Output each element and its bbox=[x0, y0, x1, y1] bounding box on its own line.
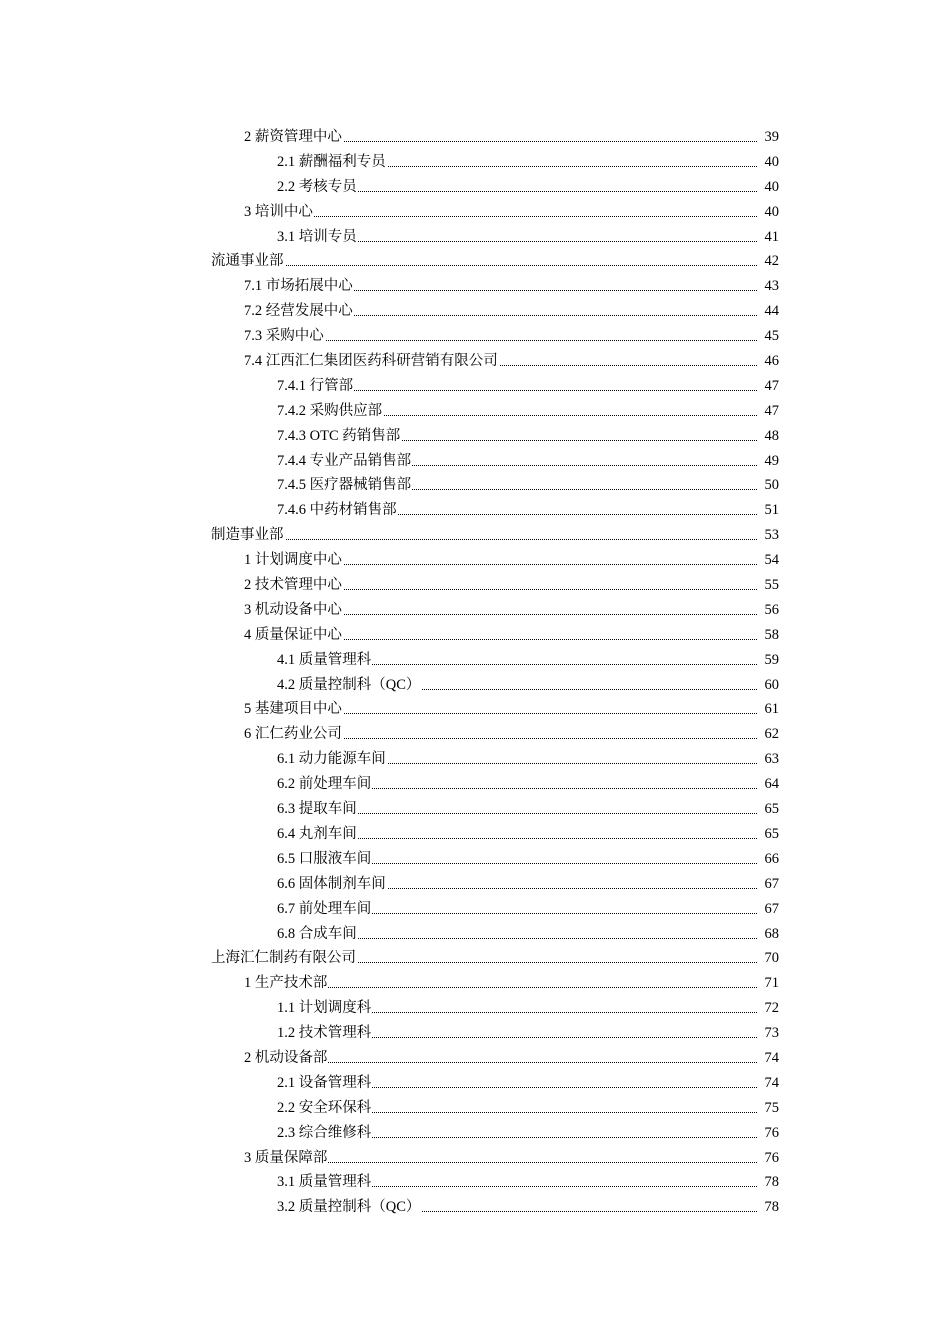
toc-entry-title: 1 生产技术部 bbox=[244, 971, 328, 996]
toc-entry-page-number: 66 bbox=[757, 847, 779, 872]
toc-entry[interactable] bbox=[0, 449, 950, 474]
toc-entry-title: 3 培训中心 bbox=[244, 200, 314, 225]
toc-entry-page-number: 51 bbox=[757, 498, 779, 523]
toc-entry-title: 2 机动设备部 bbox=[244, 1046, 328, 1071]
toc-entry-page-number: 40 bbox=[757, 175, 779, 200]
toc-entry-title: 1 计划调度中心 bbox=[244, 548, 343, 573]
toc-entry-page-number: 61 bbox=[757, 697, 779, 722]
toc-entry-page-number: 45 bbox=[757, 324, 779, 349]
toc-entry[interactable] bbox=[0, 324, 950, 349]
toc-entry-title: 7.1 市场拓展中心 bbox=[244, 274, 354, 299]
toc-entry[interactable] bbox=[0, 922, 950, 947]
toc-entry-page-number: 68 bbox=[757, 922, 779, 947]
toc-entry-page-number: 74 bbox=[757, 1046, 779, 1071]
toc-entry-page-number: 62 bbox=[757, 722, 779, 747]
toc-entry-title: 1.2 技术管理科 bbox=[277, 1021, 372, 1046]
toc-entry-page-number: 40 bbox=[757, 200, 779, 225]
toc-entry-title: 4.2 质量控制科（QC） bbox=[277, 673, 421, 698]
toc-entry-page-number: 43 bbox=[757, 274, 779, 299]
toc-entry[interactable] bbox=[0, 847, 950, 872]
toc-entry-page-number: 76 bbox=[757, 1121, 779, 1146]
toc-entry-page-number: 40 bbox=[757, 150, 779, 175]
toc-entry[interactable] bbox=[0, 722, 950, 747]
toc-entry[interactable] bbox=[0, 399, 950, 424]
toc-entry-page-number: 70 bbox=[757, 946, 779, 971]
toc-entry-page-number: 72 bbox=[757, 996, 779, 1021]
toc-entry-title: 6.4 丸剂车间 bbox=[277, 822, 358, 847]
toc-entry[interactable] bbox=[0, 673, 950, 698]
toc-entry-title: 上海汇仁制药有限公司 bbox=[211, 946, 357, 971]
toc-entry-title: 7.4.5 医疗器械销售部 bbox=[277, 473, 412, 498]
toc-entry-title: 2 薪资管理中心 bbox=[244, 125, 343, 150]
toc-entry-page-number: 49 bbox=[757, 449, 779, 474]
toc-entry[interactable] bbox=[0, 424, 950, 449]
toc-entry-title: 3.1 培训专员 bbox=[277, 225, 358, 250]
toc-entry-page-number: 65 bbox=[757, 797, 779, 822]
toc-entry-title: 3 质量保障部 bbox=[244, 1146, 328, 1171]
toc-entry-page-number: 78 bbox=[757, 1195, 779, 1220]
toc-entry[interactable] bbox=[0, 946, 950, 971]
toc-entry-page-number: 47 bbox=[757, 399, 779, 424]
toc-entry-title: 2.1 设备管理科 bbox=[277, 1071, 372, 1096]
toc-entry-page-number: 55 bbox=[757, 573, 779, 598]
table-of-contents bbox=[0, 125, 950, 1220]
toc-entry-title: 2 技术管理中心 bbox=[244, 573, 343, 598]
toc-entry-title: 7.4.1 行管部 bbox=[277, 374, 354, 399]
toc-entry[interactable] bbox=[0, 473, 950, 498]
toc-entry[interactable] bbox=[0, 374, 950, 399]
toc-entry-page-number: 74 bbox=[757, 1071, 779, 1096]
toc-entry-title: 2.2 考核专员 bbox=[277, 175, 358, 200]
toc-entry[interactable] bbox=[0, 872, 950, 897]
toc-entry[interactable] bbox=[0, 797, 950, 822]
toc-entry[interactable] bbox=[0, 274, 950, 299]
toc-entry-page-number: 71 bbox=[757, 971, 779, 996]
toc-entry-title: 制造事业部 bbox=[211, 523, 285, 548]
toc-entry[interactable] bbox=[0, 175, 950, 200]
toc-entry-page-number: 59 bbox=[757, 648, 779, 673]
toc-entry-title: 7.4 江西汇仁集团医药科研营销有限公司 bbox=[244, 349, 499, 374]
toc-entry[interactable] bbox=[0, 1146, 950, 1171]
toc-entry-page-number: 78 bbox=[757, 1170, 779, 1195]
toc-entry-page-number: 63 bbox=[757, 747, 779, 772]
toc-entry-title: 2.2 安全环保科 bbox=[277, 1096, 372, 1121]
toc-entry-page-number: 73 bbox=[757, 1021, 779, 1046]
toc-entry-title: 1.1 计划调度科 bbox=[277, 996, 372, 1021]
toc-entry-title: 6.3 提取车间 bbox=[277, 797, 358, 822]
toc-entry-title: 4.1 质量管理科 bbox=[277, 648, 372, 673]
toc-entry[interactable] bbox=[0, 1195, 950, 1220]
toc-entry[interactable] bbox=[0, 1046, 950, 1071]
toc-entry[interactable] bbox=[0, 249, 950, 274]
toc-entry[interactable] bbox=[0, 349, 950, 374]
toc-entry-page-number: 65 bbox=[757, 822, 779, 847]
toc-entry[interactable] bbox=[0, 200, 950, 225]
toc-entry-page-number: 67 bbox=[757, 872, 779, 897]
toc-entry-title: 6.5 口服液车间 bbox=[277, 847, 372, 872]
toc-entry[interactable] bbox=[0, 150, 950, 175]
toc-entry[interactable] bbox=[0, 598, 950, 623]
toc-entry[interactable] bbox=[0, 623, 950, 648]
toc-entry-page-number: 48 bbox=[757, 424, 779, 449]
toc-entry-page-number: 76 bbox=[757, 1146, 779, 1171]
toc-entry-page-number: 75 bbox=[757, 1096, 779, 1121]
toc-entry-title: 7.4.2 采购供应部 bbox=[277, 399, 383, 424]
toc-entry-page-number: 56 bbox=[757, 598, 779, 623]
toc-entry-title: 7.4.4 专业产品销售部 bbox=[277, 449, 412, 474]
toc-entry[interactable] bbox=[0, 523, 950, 548]
toc-entry[interactable] bbox=[0, 225, 950, 250]
toc-entry-title: 3.1 质量管理科 bbox=[277, 1170, 372, 1195]
toc-entry-page-number: 54 bbox=[757, 548, 779, 573]
toc-entry-title: 流通事业部 bbox=[211, 249, 285, 274]
toc-entry[interactable] bbox=[0, 573, 950, 598]
toc-entry-page-number: 60 bbox=[757, 673, 779, 698]
toc-entry[interactable] bbox=[0, 697, 950, 722]
toc-entry-title: 2.3 综合维修科 bbox=[277, 1121, 372, 1146]
toc-entry[interactable] bbox=[0, 299, 950, 324]
toc-entry[interactable] bbox=[0, 1021, 950, 1046]
toc-entry[interactable] bbox=[0, 747, 950, 772]
toc-entry-title: 6.1 动力能源车间 bbox=[277, 747, 387, 772]
toc-entry[interactable] bbox=[0, 1096, 950, 1121]
toc-entry-page-number: 53 bbox=[757, 523, 779, 548]
toc-entry[interactable] bbox=[0, 897, 950, 922]
toc-entry[interactable] bbox=[0, 822, 950, 847]
toc-entry-page-number: 67 bbox=[757, 897, 779, 922]
toc-dot-leader bbox=[248, 216, 757, 217]
toc-entry[interactable] bbox=[0, 648, 950, 673]
toc-entry-title: 2.1 薪酬福利专员 bbox=[277, 150, 387, 175]
toc-entry-title: 3 机动设备中心 bbox=[244, 598, 343, 623]
toc-entry-title: 4 质量保证中心 bbox=[244, 623, 343, 648]
toc-entry[interactable] bbox=[0, 1121, 950, 1146]
toc-entry-page-number: 64 bbox=[757, 772, 779, 797]
toc-entry-title: 7.3 采购中心 bbox=[244, 324, 325, 349]
toc-entry-page-number: 39 bbox=[757, 125, 779, 150]
toc-entry[interactable] bbox=[0, 548, 950, 573]
toc-dot-leader bbox=[215, 265, 757, 266]
toc-entry[interactable] bbox=[0, 1170, 950, 1195]
toc-entry-title: 3.2 质量控制科（QC） bbox=[277, 1195, 421, 1220]
toc-entry-title: 6.6 固体制剂车间 bbox=[277, 872, 387, 897]
toc-entry[interactable] bbox=[0, 996, 950, 1021]
toc-entry-title: 6.8 合成车间 bbox=[277, 922, 358, 947]
toc-entry[interactable] bbox=[0, 498, 950, 523]
toc-entry-title: 6.7 前处理车间 bbox=[277, 897, 372, 922]
toc-entry-page-number: 42 bbox=[757, 249, 779, 274]
toc-entry-title: 7.2 经营发展中心 bbox=[244, 299, 354, 324]
toc-entry[interactable] bbox=[0, 772, 950, 797]
toc-entry[interactable] bbox=[0, 1071, 950, 1096]
toc-dot-leader bbox=[215, 539, 757, 540]
toc-entry-page-number: 44 bbox=[757, 299, 779, 324]
toc-entry-page-number: 41 bbox=[757, 225, 779, 250]
toc-entry-title: 7.4.3 OTC 药销售部 bbox=[277, 424, 401, 449]
toc-entry-page-number: 58 bbox=[757, 623, 779, 648]
toc-entry-page-number: 47 bbox=[757, 374, 779, 399]
toc-entry-title: 7.4.6 中药材销售部 bbox=[277, 498, 398, 523]
toc-entry-title: 6.2 前处理车间 bbox=[277, 772, 372, 797]
toc-entry-page-number: 46 bbox=[757, 349, 779, 374]
toc-entry-title: 5 基建项目中心 bbox=[244, 697, 343, 722]
toc-entry[interactable] bbox=[0, 971, 950, 996]
toc-entry-title: 6 汇仁药业公司 bbox=[244, 722, 343, 747]
toc-entry[interactable] bbox=[0, 125, 950, 150]
toc-entry-page-number: 50 bbox=[757, 473, 779, 498]
